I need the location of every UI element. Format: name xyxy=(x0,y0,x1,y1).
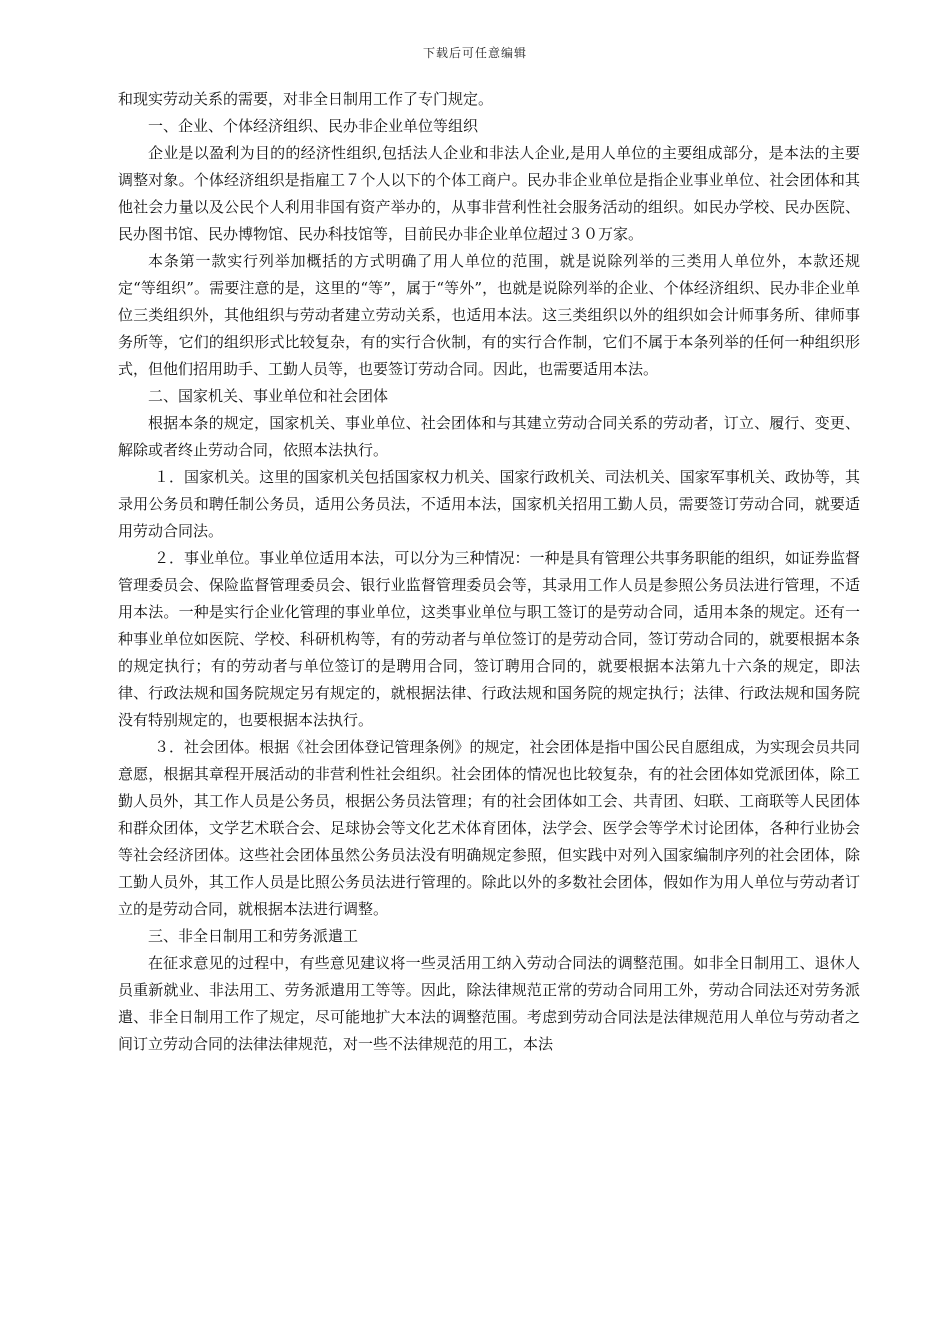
paragraph-enterprise: 企业是以盈利为目的的经济性组织,包括法人企业和非法人企业,是用人单位的主要组成部分，是本法的主要调整对象。个体经济组织是指雇工７个人以下的个体工商户。民办非企业单位是指企业事业单位、社会团体和其他社会力量以及公民个人利用非国有资产举办的，从事非营利性社会服务活动的组织。如民办学校、民办医院、民办图书馆、民办博物馆、民办科技馆等，目前民办非企业单位超过３０万家。 xyxy=(118,144,860,243)
section-heading-2: 二、国家机关、事业单位和社会团体 xyxy=(148,387,389,405)
section-heading-3: 三、非全日制用工和劳务派遣工 xyxy=(148,927,359,945)
section-heading-1: 一、企业、个体经济组织、民办非企业单位等组织 xyxy=(148,117,479,135)
paragraph-flexible-employment: 在征求意见的过程中，有些意见建议将一些灵活用工纳入劳动合同法的调整范围。如非全日制用工、退休人员重新就业、非法用工、劳务派遣用工等等。因此，除法律规范正常的劳动合同用工外，劳动合同法还对劳务派遣、非全日制用工作了规定，尽可能地扩大本法的调整范围。考虑到劳动合同法是法律规范用人单位与劳动者之间订立劳动合同的法律法律规范，对一些不法律规范的用工，本法 xyxy=(118,954,860,1053)
document-body xyxy=(118,86,860,1058)
page-header: 下载后可任意编辑 xyxy=(422,46,527,60)
list-item-social-organizations: ３．社会团体。根据《社会团体登记管理条例》的规定，社会团体是指中国公民自愿组成，为实现会员共同意愿，根据其章程开展活动的非营利性社会组织。社会团体的情况也比较复杂，有的社会团体如党派团体，除工勤人员外，其工作人员是公务员，根据公务员法管理；有的社会团体如工会、共青团、妇联、工商联等人民团体和群众团体，文学艺术联合会、足球协会等文化艺术体育团体，法学会、医学会等学术讨论团体，各种行业协会等社会经济团体。这些社会团体虽然公务员法没有明确规定参照，但实践中对列入国家编制序列的社会团体，除工勤人员外，其工作人员是比照公务员法进行管理的。除此以外的多数社会团体，假如作为用人单位与劳动者订立的是劳动合同，就根据本法进行调整。 xyxy=(118,738,860,918)
paragraph-state-organs-intro: 根据本条的规定，国家机关、事业单位、社会团体和与其建立劳动合同关系的劳动者，订立、履行、变更、解除或者终止劳动合同，依照本法执行。 xyxy=(118,414,860,459)
list-item-state-organs: １．国家机关。这里的国家机关包括国家权力机关、国家行政机关、司法机关、国家军事机关、政协等，其录用公务员和聘任制公务员，适用公务员法，不适用本法，国家机关招用工勤人员，需要签订劳动合同，就要适用劳动合同法。 xyxy=(118,468,860,540)
paragraph-scope: 本条第一款实行列举加概括的方式明确了用人单位的范围，就是说除列举的三类用人单位外，本款还规定“等组织”。需要注意的是，这里的“等”，属于“等外”，也就是说除列举的企业、个体经济组织、民办非企业单位三类组织外，其他组织与劳动者建立劳动关系，也适用本法。这三类组织以外的组织如会计师事务所、律师事务所等，它们的组织形式比较复杂，有的实行合伙制，有的实行合作制，它们不属于本条列举的任何一种组织形式，但他们招用助手、工勤人员等，也要签订劳动合同。因此，也需要适用本法。 xyxy=(118,252,861,378)
list-item-public-institutions: ２．事业单位。事业单位适用本法，可以分为三种情况：一种是具有管理公共事务职能的组织，如证券监督管理委员会、保险监督管理委员会、银行业监督管理委员会等，其录用工作人员是参照公务员法进行管理，不适用本法。一种是实行企业化管理的事业单位，这类事业单位与职工签订的是劳动合同，适用本条的规定。还有一种事业单位如医院、学校、科研机构等，有的劳动者与单位签订的是劳动合同，签订劳动合同的，就要根据本条的规定执行；有的劳动者与单位签订的是聘用合同，签订聘用合同的，就要根据本法第九十六条的规定，即法律、行政法规和国务院规定另有规定的，就根据法律、行政法规和国务院的规定执行；法律、行政法规和国务院没有特别规定的，也要根据本法执行。 xyxy=(118,549,860,729)
paragraph-continuation: 和现实劳动关系的需要，对非全日制用工作了专门规定。 xyxy=(118,90,494,108)
